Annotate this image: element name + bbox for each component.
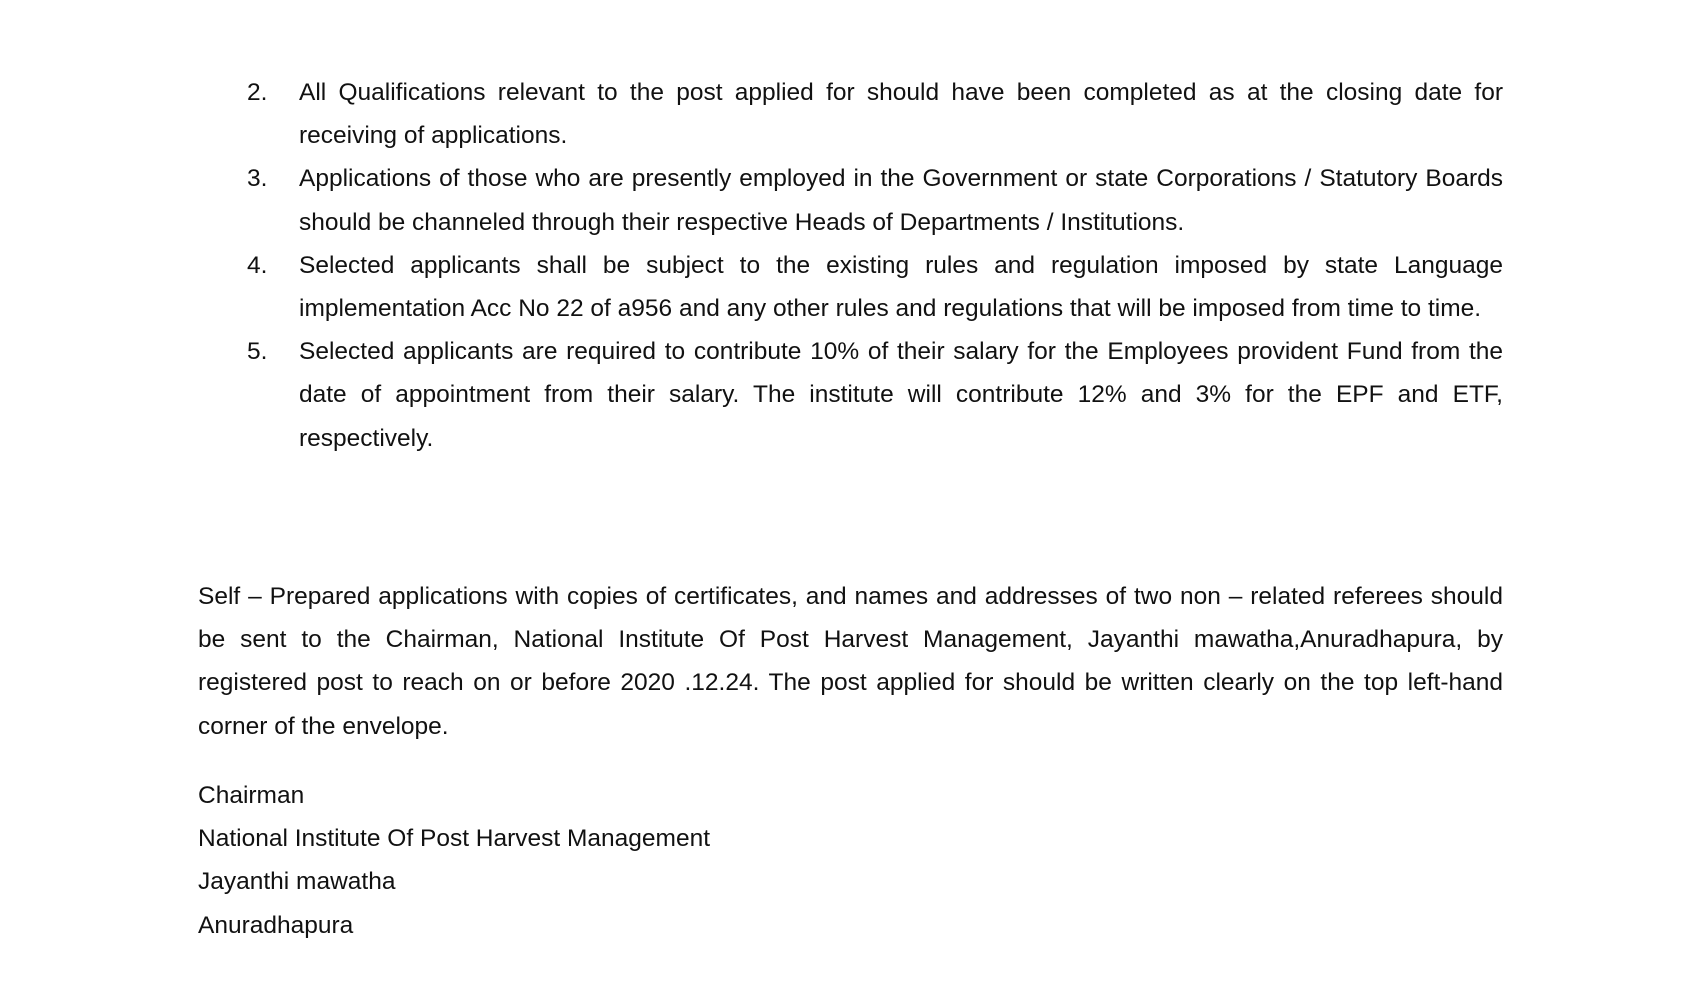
list-item-text: All Qualifications relevant to the post applied for should have been completed as at the closing date for receiving of applications. bbox=[299, 79, 1503, 150]
address-city: Anuradhapura bbox=[198, 911, 354, 939]
address-title: Chairman bbox=[198, 782, 305, 809]
requirements-list bbox=[247, 71, 1503, 460]
application-instructions: Self – Prepared applications with copies of certificates, and names and addresses of two non – related referees should be sent to the Chairman, National Institute Of Post Harvest Management, Jayanthi mawatha,Anuradhapura, by registered post to reach on or before 2020 .12.24. The post applied for should be written clearly on the top left-hand corner of the envelope. bbox=[198, 583, 1503, 740]
list-item-text: Applications of those who are presently employed in the Government or state Corporations / Statutory Boards should be channeled through their respective Heads of Departments / Institutions. bbox=[299, 165, 1503, 236]
list-item-text: Selected applicants are required to contribute 10% of their salary for the Employees provident Fund from the date of appointment from their salary. The institute will contribute 12% and 3% for the EPF and ETF, respectively. bbox=[299, 338, 1503, 452]
list-item-number: 3. bbox=[247, 165, 268, 193]
list-item bbox=[247, 330, 1503, 460]
list-item-number: 5. bbox=[247, 338, 268, 366]
address-organization: National Institute Of Post Harvest Management bbox=[198, 825, 711, 853]
list-item bbox=[247, 71, 1503, 157]
mailing-address bbox=[198, 774, 710, 947]
list-item bbox=[247, 157, 1503, 243]
list-item bbox=[247, 244, 1503, 330]
list-item-number: 4. bbox=[247, 251, 268, 279]
list-item-text: Selected applicants shall be subject to the existing rules and regulation imposed by state Language implementation Acc No 22 of a956 and any other rules and regulations that will be imposed from time to time. bbox=[299, 251, 1503, 323]
address-street: Jayanthi mawatha bbox=[198, 868, 396, 896]
list-item-number: 2. bbox=[247, 79, 268, 106]
